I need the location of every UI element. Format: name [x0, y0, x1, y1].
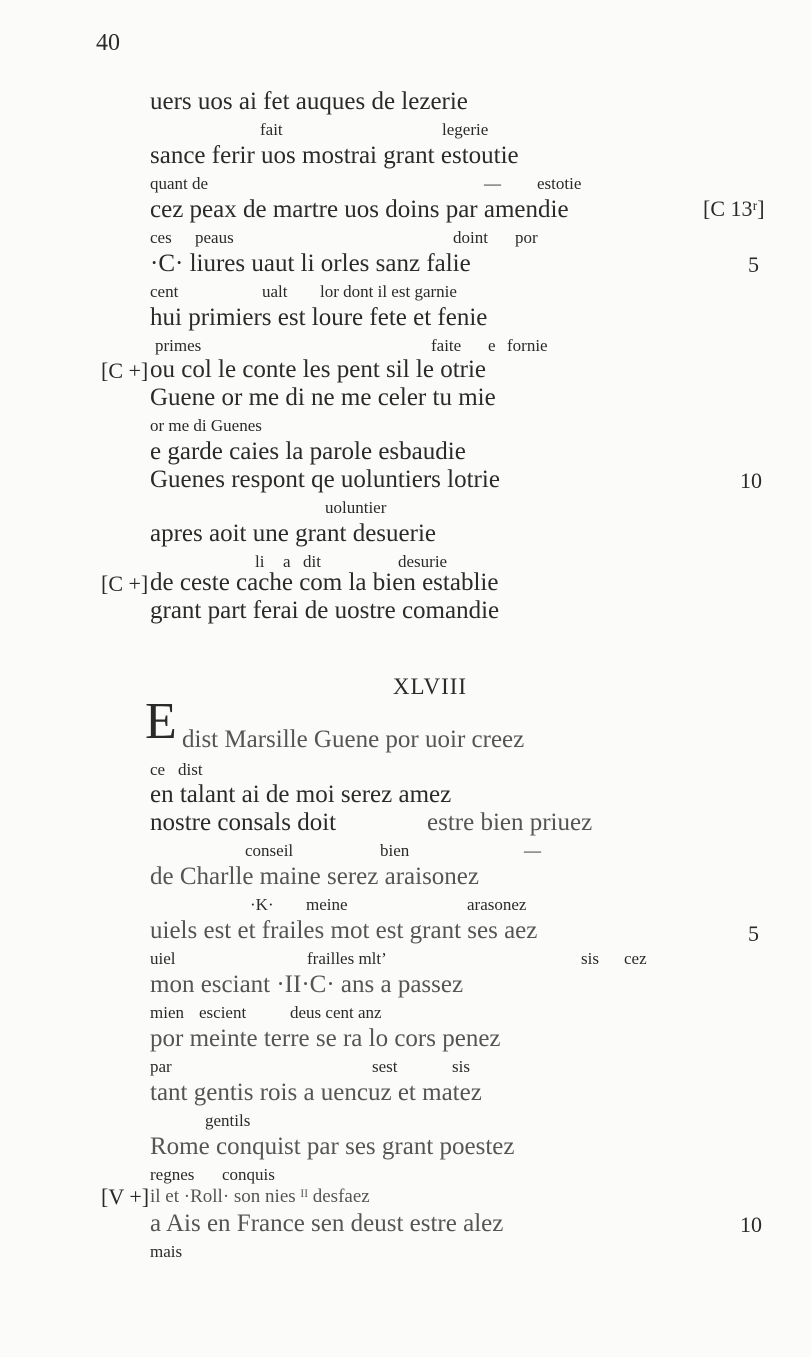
text-line: por meinte terre se ra lo cors penez [150, 1025, 501, 1052]
text-line: Rome conquist par ses grant poestez [150, 1133, 515, 1160]
variant-word: conquis [222, 1165, 275, 1184]
variant-word: gentils [205, 1111, 251, 1130]
variant-word: fornie [507, 336, 548, 355]
variant-word: fait [260, 120, 283, 139]
variant-word: quant de [150, 174, 209, 193]
text-line: uiels est et frailes mot est grant ses aez [150, 917, 538, 944]
text-line: de Charlle maine serez araisonez [150, 863, 479, 890]
variant-word: por [515, 228, 538, 247]
variant-word: escient [199, 1003, 247, 1022]
variant-word: ualt [262, 282, 288, 301]
variant-word: regnes [150, 1165, 195, 1184]
variant-word: deus cent anz [290, 1003, 382, 1022]
text-line: dist Marsille Guene por uoir creez [182, 726, 525, 753]
page-number: 40 [96, 30, 120, 56]
variant-word: sest [372, 1057, 398, 1076]
variant-word: dit [303, 552, 321, 571]
text-line: sance ferir uos mostrai grant estoutie [150, 142, 519, 169]
variant-word: — [484, 174, 501, 193]
text-line: tant gentis rois a uencuz et matez [150, 1079, 482, 1106]
variant-word: legerie [442, 120, 489, 139]
text-line: cez peax de martre uos doins par amendie [150, 196, 569, 223]
variant-word: meine [306, 895, 348, 914]
variant-word: bien [380, 841, 410, 860]
variant-word: e [488, 336, 496, 355]
variant-word: li [255, 552, 265, 571]
manuscript-siglum: [C +] [101, 358, 149, 383]
text-line: uers uos ai fet auques de lezerie [150, 88, 468, 115]
drop-cap: E [145, 693, 177, 750]
variant-word: ·K· [250, 895, 274, 914]
variant-word: cez [624, 949, 647, 968]
variant-word: frailles mlt’ [307, 949, 387, 968]
line-number: 10 [740, 468, 762, 493]
text-line: en talant ai de moi serez amez [150, 781, 452, 808]
line-number: 5 [748, 921, 759, 946]
variant-word: ce [150, 760, 166, 779]
variant-word: desurie [398, 552, 448, 571]
text-line: apres aoit une grant desuerie [150, 520, 436, 547]
variant-word: — [524, 841, 541, 860]
manuscript-siglum: [V +] [101, 1184, 150, 1209]
text-line: grant part ferai de uostre comandie [150, 597, 500, 624]
text-line: ou col le conte les pent sil le otrie [150, 356, 487, 383]
variant-word: faite [431, 336, 462, 355]
variant-word: sis [581, 949, 599, 968]
variant-word: estotie [537, 174, 582, 193]
variant-word: cent [150, 282, 179, 301]
variant-word: sis [452, 1057, 470, 1076]
variant-word: ces [150, 228, 172, 247]
text-line: mon esciant ·II·C· ans a passez [150, 971, 464, 998]
text-line: nostre consals doit [150, 809, 337, 836]
line-number: 5 [748, 252, 759, 277]
text-line: Guene or me di ne me celer tu mie [150, 384, 496, 411]
folio-reference: [C 13ʳ] [703, 196, 765, 221]
variant-word: doint [453, 228, 488, 247]
variant-word: or me di Guenes [150, 416, 262, 435]
manuscript-siglum: [C +] [101, 571, 149, 596]
text-line: hui primiers est loure fete et fenie [150, 304, 488, 331]
text-line: ·C· liures uaut li orles sanz falie [150, 250, 471, 277]
section-title: XLVIII [392, 674, 468, 699]
text-line: a Ais en France sen deust estre alez [150, 1210, 504, 1237]
line-number: 10 [740, 1212, 762, 1237]
variant-word: primes [155, 336, 202, 355]
variant-word: mien [150, 1003, 184, 1022]
variant-word: conseil [245, 841, 294, 860]
variant-word: peaus [195, 228, 234, 247]
variant-word: arasonez [467, 895, 527, 914]
variant-word: uoluntier [325, 498, 387, 517]
variant-word: uiel [150, 949, 176, 968]
variant-word: dist [178, 760, 203, 779]
text-line: Guenes respont qe uoluntiers lotrie [150, 466, 500, 493]
variant-word: a [283, 552, 291, 571]
text-line: de ceste cache com la bien establie [150, 569, 499, 596]
variant-word: mais [150, 1242, 183, 1261]
text-line-continuation: estre bien priuez [427, 809, 593, 836]
text-line: il et ·Roll· son nies ᴵᴵ desfaez [150, 1186, 370, 1207]
variant-word: par [150, 1057, 172, 1076]
text-line: e garde caies la parole esbaudie [150, 438, 466, 465]
variant-word: lor dont il est garnie [320, 282, 457, 301]
